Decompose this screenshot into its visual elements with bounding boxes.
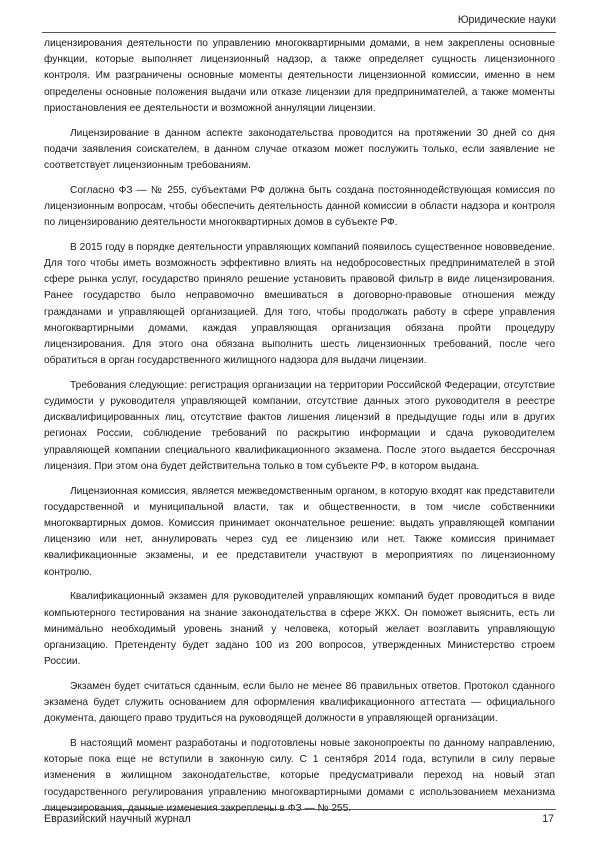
article-body	[44, 36, 555, 825]
paragraph-commission-creation: Согласно ФЗ — № 255, субъектами РФ должна быть создана постояннодействующая комиссия по лицензионным вопросам, чтобы обеспечить деятельность данной комиссии в области надзора и контроля по лицензированию деятельности многоквартирных домов в субъекте РФ.	[44, 184, 555, 229]
paragraph-licensing-commission: Лицензионная комиссия, является межведомственным органом, в которую входят как представители государственной и муниципальной власти, так и общественности, в том числе собственники многоквартирных домов. Комиссия принимает окончательное решение: выдать управляющей компании лицензию или нет, аннулировать через суд ее лицензию или нет. Также комиссия принимает квалификационные экзамены, и ее представители участвуют в мероприятиях по лицензионному контролю.	[44, 485, 555, 578]
section-title: Юридические науки	[457, 14, 556, 26]
paragraph-continuation: лицензирования деятельности по управлению многоквартирными домами, в нем закреплены основные функции, которые выполняет лицензионный надзор, а также определяет сущность лицензионного контроля. Им разграничены основные моменты деятельности лицензионной комиссии, именно в нем определены основные положения выдачи или отказе лицензии для предпринимателей, а также моменты приостановления ее деятельности и возможной аннуляции лицензии.	[44, 38, 555, 114]
footer-divider	[42, 809, 556, 810]
paragraph-requirements: Требования следующие: регистрация организации на территории Российской Федерации, отсутствие судимости у руководителя управляющей компании, отсутствие данных этого руководителя в реестре дисквалифицированных лиц, отсутствие фактов лишения лицензий в предыдущие годы или в других регионах России, соблюдение требований по раскрытию информации и сдача руководителем управляющей компании специального квалификационного экзамена. После этого выдается бессрочная лицензия. При этом она будет действительна только в том субъекте РФ, в котором выдана.	[44, 379, 555, 472]
journal-name: Евразийский научный журнал	[44, 813, 191, 825]
paragraph-exam-passing: Экзамен будет считаться сданным, если было не менее 86 правильных ответов. Протокол сданного экзамена будет служить основанием для оформления квалификационного аттестата — официального документа, дающего право трудиться на руководящей должности в управляющей организации.	[44, 680, 555, 725]
paragraph-qualification-exam: Квалификационный экзамен для руководителей управляющих компаний будет проводиться в виде компьютерного тестирования на знание законодательства в сфере ЖКХ. Он поможет выяснить, есть ли минимально необходимый уровень знаний у человека, который желает возглавить управляющую организацию. Претенденту будет задано 100 из 200 вопросов, утвержденных Министерство строем России.	[44, 591, 555, 668]
page-number: 17	[542, 813, 554, 825]
header-divider	[42, 32, 556, 33]
paragraph-new-bills: В настоящий момент разработаны и подготовлены новые законопроекты по данному направлению, которые пока еще не вступили в законную силу. С 1 сентября 2014 года, вступили в силу первые изменения в жилищном законодательстве, которые предусматривали переход на новый этап государственного регулирования управлению многоквартирными домами с использованием механизма лицензирования, данные изменения закреплены в ФЗ — № 255.	[44, 737, 555, 814]
paragraph-2015-innovation: В 2015 году в порядке деятельности управляющих компаний появилось существенное нововведение. Для того чтобы иметь возможность эффективно влиять на недобросовестных предпринимателей в этой сфере рынка услуг, государство приняло решение установить правовой фильтр в виде лицензирования. Ранее государство было неправомочно вмешиваться в договорно-правовые отношения между гражданами и управляющей организацией. Для того, чтобы продолжать работу в сфере управления многоквартирными домами, каждая управляющая организация обязана пройти процедуру лицензирования. Для этого она обязана выполнить шесть лицензионных требований, после чего обратиться в орган государственного жилищного надзора для выдачи лицензии.	[44, 241, 555, 367]
paragraph-licensing-period: Лицензирование в данном аспекте законодательства проводится на протяжении 30 дней со дня подачи заявления соискателем, в данном случае отказом может послужить только, если заявление не соответствует лицензионным требованиям.	[44, 127, 555, 171]
